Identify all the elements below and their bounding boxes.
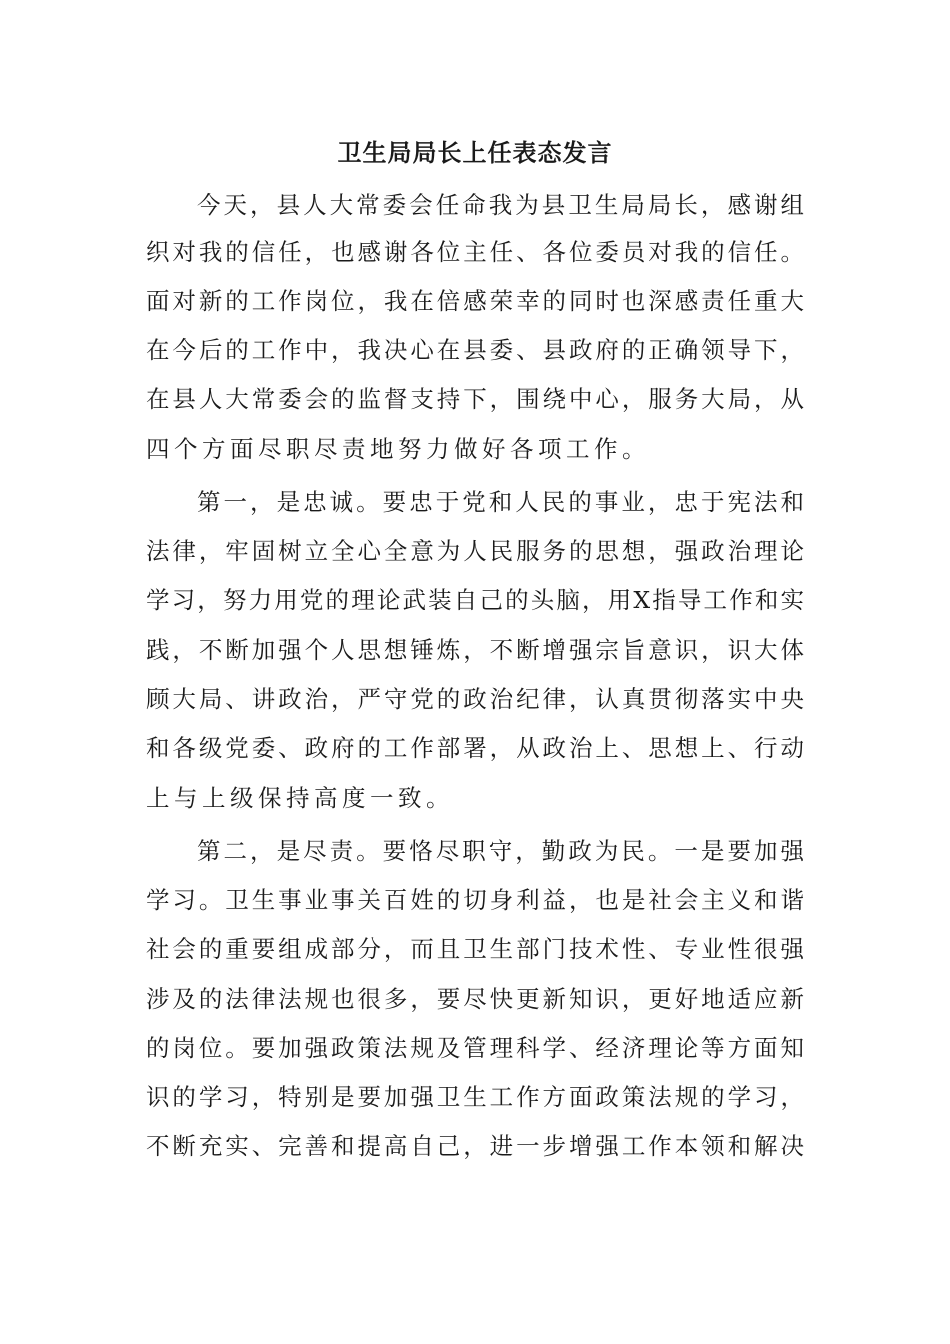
paragraph-line: 学习，努力用党的理论武装自己的头脑，用X指导工作和实 [146, 586, 804, 614]
paragraph-line: 在县人大常委会的监督支持下，围绕中心，服务大局，从 [146, 385, 804, 413]
paragraph-line: 第二，是尽责。要恪尽职守，勤政为民。一是要加强 [197, 837, 804, 865]
paragraph-line: 织对我的信任，也感谢各位主任、各位委员对我的信任。 [146, 238, 804, 266]
paragraph-line: 今天，县人大常委会任命我为县卫生局局长，感谢组 [197, 191, 804, 219]
paragraph-line: 涉及的法律法规也很多，要尽快更新知识，更好地适应新 [146, 985, 804, 1013]
paragraph-line: 的岗位。要加强政策法规及管理科学、经济理论等方面知 [146, 1034, 804, 1062]
paragraph-line: 和各级党委、政府的工作部署，从政治上、思想上、行动 [146, 734, 804, 762]
paragraph-line: 不断充实、完善和提高自己，进一步增强工作本领和解决 [146, 1132, 804, 1160]
paragraph-line: 社会的重要组成部分，而且卫生部门技术性、专业性很强 [146, 935, 804, 963]
paragraph-line: 顾大局、讲政治，严守党的政治纪律，认真贯彻落实中央 [146, 685, 804, 713]
paragraph-line: 识的学习，特别是要加强卫生工作方面政策法规的学习， [146, 1083, 804, 1111]
paragraph-line: 在今后的工作中，我决心在县委、县政府的正确领导下， [146, 336, 804, 364]
paragraph-line: 上与上级保持高度一致。 [146, 784, 454, 812]
paragraph-line: 法律，牢固树立全心全意为人民服务的思想，强政治理论 [146, 537, 804, 565]
paragraph-line: 践，不断加强个人思想锤炼，不断增强宗旨意识，识大体 [146, 636, 804, 664]
paragraph-line: 面对新的工作岗位，我在倍感荣幸的同时也深感责任重大 [146, 287, 804, 315]
paragraph-line: 第一，是忠诚。要忠于党和人民的事业，忠于宪法和 [197, 488, 804, 516]
paragraph-line: 四个方面尽职尽责地努力做好各项工作。 [146, 435, 650, 463]
paragraph-line: 学习。卫生事业事关百姓的切身利益，也是社会主义和谐 [146, 886, 804, 914]
document-title: 卫生局局长上任表态发言 [337, 138, 613, 167]
